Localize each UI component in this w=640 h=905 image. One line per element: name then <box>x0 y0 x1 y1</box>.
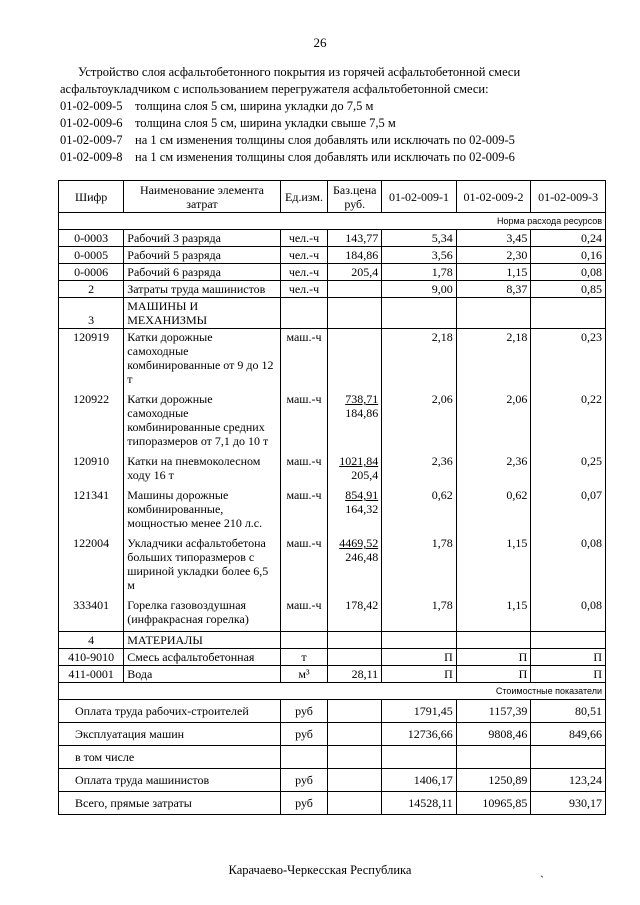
row-v3: 0,08 <box>531 264 606 281</box>
row-v1: П <box>382 649 457 666</box>
section-v1: 9,00 <box>382 281 457 298</box>
machine-row <box>59 329 606 392</box>
cost-v2: 9808,46 <box>456 723 531 746</box>
row-v2: 2,36 <box>456 453 531 487</box>
empty-cell <box>328 281 382 298</box>
header-price: Баз.цена руб. <box>328 181 382 213</box>
row-unit: маш.-ч <box>280 597 328 632</box>
cost-v3: 123,24 <box>531 769 606 792</box>
row-v1: 2,18 <box>382 329 457 392</box>
row-unit: маш.-ч <box>280 487 328 535</box>
cost-unit <box>280 746 328 769</box>
stray-mark: ` <box>540 873 544 887</box>
row-v1: 2,06 <box>382 391 457 453</box>
row-unit: т <box>280 649 328 666</box>
row-v1: 5,34 <box>382 230 457 247</box>
row-v1: 1,78 <box>382 597 457 632</box>
empty-cell <box>456 298 531 329</box>
row-name: Машины дорожные комбинированные, мощностью менее 210 л.с. <box>124 487 280 535</box>
row-name: Рабочий 5 разряда <box>124 247 280 264</box>
cost-v2: 1250,89 <box>456 769 531 792</box>
cost-v1: 12736,66 <box>382 723 457 746</box>
row-unit: маш.-ч <box>280 535 328 597</box>
row-v1: 0,62 <box>382 487 457 535</box>
row-v3: 0,24 <box>531 230 606 247</box>
row-code: 122004 <box>59 535 124 597</box>
cost-v3: 80,51 <box>531 700 606 723</box>
table-header-row <box>59 181 606 213</box>
row-v1: П <box>382 666 457 683</box>
variant-text: на 1 см изменения толщины слоя добавлять или исключать по 02-009-5 <box>135 133 515 147</box>
row-name: Горелка газовоздушная (инфракрасная горелка) <box>124 597 280 632</box>
cost-v1: 1406,17 <box>382 769 457 792</box>
empty-cell <box>382 298 457 329</box>
section-4-row <box>59 632 606 649</box>
row-v1: 3,56 <box>382 247 457 264</box>
price-previous: 1021,84 <box>339 454 379 468</box>
row-v2: 3,45 <box>456 230 531 247</box>
machine-row <box>59 453 606 487</box>
row-price <box>328 391 382 453</box>
row-code: 0-0003 <box>59 230 124 247</box>
norm-caption: Норма расхода ресурсов <box>59 213 606 230</box>
row-v3: 0,08 <box>531 535 606 597</box>
row-price <box>328 453 382 487</box>
row-v3: 0,25 <box>531 453 606 487</box>
empty-cell <box>531 298 606 329</box>
price-current: 178,42 <box>345 598 379 612</box>
row-unit: м³ <box>280 666 328 683</box>
row-price: 28,11 <box>328 666 382 683</box>
cost-row <box>59 723 606 746</box>
row-v2: П <box>456 649 531 666</box>
empty-cell <box>382 632 457 649</box>
row-code: 411-0001 <box>59 666 124 683</box>
cost-v3: 930,17 <box>531 792 606 815</box>
cost-v3 <box>531 746 606 769</box>
row-v2: 2,30 <box>456 247 531 264</box>
row-v3: 0,07 <box>531 487 606 535</box>
header-code: Шифр <box>59 181 124 213</box>
footer-region: Карачаево-Черкесская Республика <box>228 863 412 877</box>
section-3-row <box>59 298 606 329</box>
row-code: 0-0005 <box>59 247 124 264</box>
row-price <box>328 487 382 535</box>
labor-row <box>59 247 606 264</box>
row-price: 143,77 <box>328 230 382 247</box>
cost-name: Всего, прямые затраты <box>59 792 281 815</box>
row-code: 121341 <box>59 487 124 535</box>
price-previous: 4469,52 <box>339 536 379 550</box>
cost-v2: 1157,39 <box>456 700 531 723</box>
variant-code: 01-02-009-6 <box>60 116 123 130</box>
row-unit: чел.-ч <box>280 247 328 264</box>
cost-v1: 1791,45 <box>382 700 457 723</box>
cost-unit: руб <box>280 700 328 723</box>
row-code: 120910 <box>59 453 124 487</box>
row-unit: маш.-ч <box>280 391 328 453</box>
empty-cell <box>456 632 531 649</box>
row-price <box>328 649 382 666</box>
machine-row <box>59 597 606 632</box>
row-name: Рабочий 6 разряда <box>124 264 280 281</box>
cost-name: Оплата труда рабочих-строителей <box>59 700 281 723</box>
variant-text: толщина слоя 5 см, ширина укладки свыше 7,5 м <box>135 116 396 130</box>
empty-cell <box>328 746 382 769</box>
row-name: Катки дорожные самоходные комбинированные средних типоразмеров от 7,1 до 10 т <box>124 391 280 453</box>
empty-cell <box>328 632 382 649</box>
cost-row <box>59 792 606 815</box>
empty-cell <box>328 723 382 746</box>
row-price: 184,86 <box>328 247 382 264</box>
row-v3: 0,23 <box>531 329 606 392</box>
variant-text: толщина слоя 5 см, ширина укладки до 7,5 м <box>135 99 374 113</box>
price-current: 164,32 <box>345 502 379 516</box>
row-v1: 2,36 <box>382 453 457 487</box>
section-code: 2 <box>59 281 124 298</box>
variant-code: 01-02-009-5 <box>60 99 123 113</box>
row-v3: П <box>531 666 606 683</box>
row-v2: 2,06 <box>456 391 531 453</box>
row-code: 0-0006 <box>59 264 124 281</box>
row-code: 333401 <box>59 597 124 632</box>
row-name: Вода <box>124 666 280 683</box>
empty-cell <box>328 700 382 723</box>
variant-row <box>60 115 620 132</box>
resource-table <box>58 180 606 815</box>
row-v3: П <box>531 649 606 666</box>
variant-row <box>60 149 620 166</box>
row-name: Катки на пневмоколесном ходу 16 т <box>124 453 280 487</box>
row-v2: 1,15 <box>456 535 531 597</box>
variant-text: на 1 см изменения толщины слоя добавлять или исключать по 02-009-6 <box>135 150 515 164</box>
cost-name: Эксплуатация машин <box>59 723 281 746</box>
row-v2: 0,62 <box>456 487 531 535</box>
section-code: 4 <box>59 632 124 649</box>
header-variant-2: 01-02-009-2 <box>456 181 531 213</box>
material-row <box>59 649 606 666</box>
row-price <box>328 535 382 597</box>
price-current: 205,4 <box>351 468 379 482</box>
section-v2: 8,37 <box>456 281 531 298</box>
variant-row <box>60 98 620 115</box>
intro-title-line1: Устройство слоя асфальтобетонного покрытия из горячей асфальтобетонной смеси <box>78 65 521 79</box>
machine-row <box>59 391 606 453</box>
cost-name: в том числе <box>59 746 281 769</box>
row-name: Укладчики асфальтобетона больших типоразмеров с шириной укладки более 6,5 м <box>124 535 280 597</box>
row-name: Рабочий 3 разряда <box>124 230 280 247</box>
row-price: 205,4 <box>328 264 382 281</box>
header-variant-1: 01-02-009-1 <box>382 181 457 213</box>
cost-unit: руб <box>280 723 328 746</box>
row-v2: П <box>456 666 531 683</box>
price-previous: 854,91 <box>345 488 379 502</box>
row-v3: 0,08 <box>531 597 606 632</box>
cost-unit: руб <box>280 792 328 815</box>
cost-unit: руб <box>280 769 328 792</box>
row-v1: 1,78 <box>382 535 457 597</box>
row-v3: 0,22 <box>531 391 606 453</box>
empty-cell <box>328 769 382 792</box>
row-code: 120922 <box>59 391 124 453</box>
section-2-row <box>59 281 606 298</box>
row-code: 410-9010 <box>59 649 124 666</box>
variant-row <box>60 132 620 149</box>
norm-caption-row <box>59 213 606 230</box>
section-code: 3 <box>59 298 124 329</box>
section-name: МАШИНЫ И МЕХАНИЗМЫ <box>124 298 280 329</box>
header-variant-3: 01-02-009-3 <box>531 181 606 213</box>
empty-cell <box>280 632 328 649</box>
variant-code: 01-02-009-8 <box>60 150 123 164</box>
empty-cell <box>531 632 606 649</box>
section-v3: 0,85 <box>531 281 606 298</box>
section-name: Затраты труда машинистов <box>124 281 280 298</box>
variant-code: 01-02-009-7 <box>60 133 123 147</box>
intro-block <box>60 64 620 166</box>
cost-caption-row <box>59 683 606 700</box>
machine-row <box>59 535 606 597</box>
row-price <box>328 597 382 632</box>
row-v1: 1,78 <box>382 264 457 281</box>
empty-cell <box>280 298 328 329</box>
empty-cell <box>328 298 382 329</box>
price-current: 184,86 <box>345 406 379 420</box>
row-unit: чел.-ч <box>280 230 328 247</box>
row-unit: маш.-ч <box>280 453 328 487</box>
section-name: МАТЕРИАЛЫ <box>124 632 280 649</box>
cost-v1: 14528,11 <box>382 792 457 815</box>
cost-row <box>59 769 606 792</box>
row-code: 120919 <box>59 329 124 392</box>
cost-caption: Стоимостные показатели <box>59 683 606 700</box>
header-unit: Ед.изм. <box>280 181 328 213</box>
labor-row <box>59 264 606 281</box>
row-name: Катки дорожные самоходные комбинированные от 9 до 12 т <box>124 329 280 392</box>
section-unit: чел.-ч <box>280 281 328 298</box>
cost-v2: 10965,85 <box>456 792 531 815</box>
cost-row <box>59 746 606 769</box>
row-v2: 1,15 <box>456 264 531 281</box>
row-name: Смесь асфальтобетонная <box>124 649 280 666</box>
row-unit: чел.-ч <box>280 264 328 281</box>
row-v3: 0,16 <box>531 247 606 264</box>
empty-cell <box>328 792 382 815</box>
cost-v3: 849,66 <box>531 723 606 746</box>
page-number: 26 <box>313 35 327 50</box>
machine-row <box>59 487 606 535</box>
row-v2: 1,15 <box>456 597 531 632</box>
row-price <box>328 329 382 392</box>
cost-v1 <box>382 746 457 769</box>
intro-title-line2: асфальтоукладчиком с использованием перегружателя асфальтобетонной смеси: <box>60 82 489 96</box>
labor-row <box>59 230 606 247</box>
material-row <box>59 666 606 683</box>
row-unit: маш.-ч <box>280 329 328 392</box>
header-name: Наименование элемента затрат <box>124 181 280 213</box>
price-current: 246,48 <box>345 550 379 564</box>
cost-name: Оплата труда машинистов <box>59 769 281 792</box>
price-previous: 738,71 <box>345 392 379 406</box>
cost-v2 <box>456 746 531 769</box>
row-v2: 2,18 <box>456 329 531 392</box>
cost-row <box>59 700 606 723</box>
